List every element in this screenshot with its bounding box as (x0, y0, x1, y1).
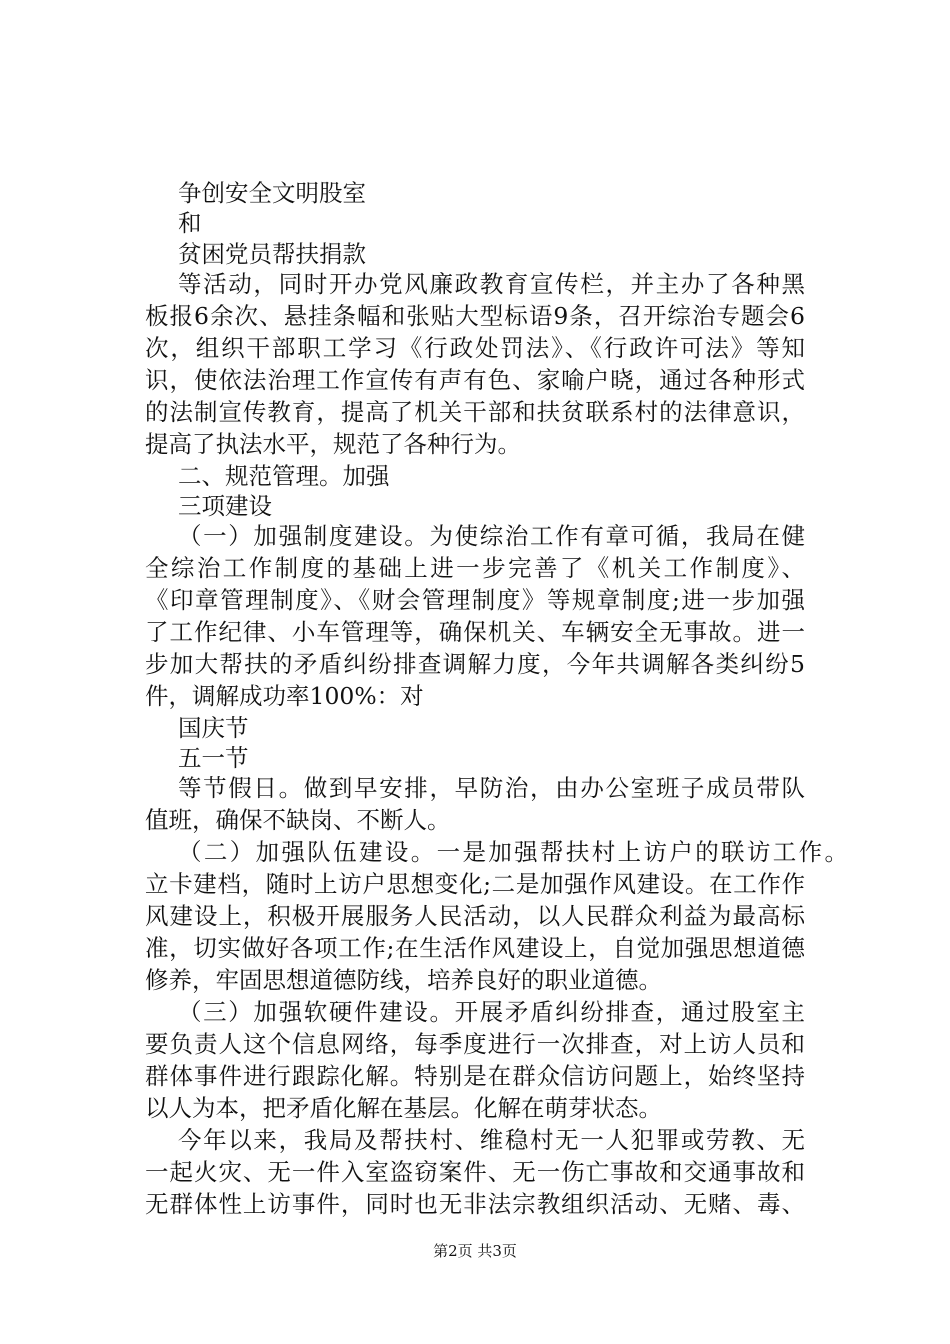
body-line: 和 (178, 209, 202, 237)
body-line: 准，切实做好各项工作;在生活作风建设上，自觉加强思想道德 (145, 934, 805, 962)
section-heading: 三项建设 (178, 492, 272, 520)
body-line: 群体事件进行跟踪化解。特别是在群众信访问题上，始终坚持 (145, 1062, 805, 1090)
body-line: 修养，牢固思想道德防线，培养良好的职业道德。 (145, 966, 662, 994)
body-line: 争创安全文明股室 (178, 179, 366, 207)
section-heading: 二、规范管理。加强 (178, 462, 390, 490)
body-line: 了工作纪律、小车管理等，确保机关、车辆安全无事故。进一 (145, 618, 805, 646)
body-line: 国庆节 (178, 714, 249, 742)
body-line: 贫困党员帮扶捐款 (178, 240, 366, 268)
body-line: （一）加强制度建设。为使综治工作有章可循，我局在健 (178, 522, 805, 550)
body-line: 全综治工作制度的基础上进一步完善了《机关工作制度》、 (145, 554, 805, 582)
body-line: 今年以来，我局及帮扶村、维稳村无一人犯罪或劳教、无 (178, 1126, 805, 1154)
body-line: 立卡建档，随时上访户思想变化;二是加强作风建设。在工作作 (145, 870, 805, 898)
body-line: 以人为本，把矛盾化解在基层。化解在萌芽状态。 (145, 1094, 662, 1122)
body-line: 板报6余次、悬挂条幅和张贴大型标语9条，召开综治专题会6 (145, 302, 805, 330)
body-line: 《印章管理制度》、《财会管理制度》等规章制度;进一步加强 (145, 586, 805, 614)
body-line: 要负责人这个信息网络，每季度进行一次排查，对上访人员和 (145, 1030, 805, 1058)
body-line: 识，使依法治理工作宣传有声有色、家喻户晓，通过各种形式 (145, 366, 805, 394)
body-line: （二）加强队伍建设。一是加强帮扶村上访户的联访工作。 (178, 838, 848, 866)
body-line: 步加大帮扶的矛盾纠纷排查调解力度，今年共调解各类纠纷5 (145, 650, 805, 678)
body-line: 一起火灾、无一件入室盗窃案件、无一伤亡事故和交通事故和 (145, 1158, 805, 1186)
body-line: 提高了执法水平，规范了各种行为。 (145, 430, 521, 458)
body-line: 的法制宣传教育，提高了机关干部和扶贫联系村的法律意识， (145, 398, 805, 426)
page-footer: 第2页 共3页 (433, 1242, 517, 1260)
body-line: 等活动，同时开办党风廉政教育宣传栏，并主办了各种黑 (178, 270, 805, 298)
body-line: 风建设上，积极开展服务人民活动，以人民群众利益为最高标 (145, 902, 805, 930)
body-line: 次，组织干部职工学习《行政处罚法》、《行政许可法》等知 (145, 334, 805, 362)
body-line: 五一节 (178, 744, 249, 772)
body-line: 件，调解成功率100%：对 (145, 682, 424, 710)
body-line: 值班，确保不缺岗、不断人。 (145, 806, 451, 834)
body-line: 无群体性上访事件，同时也无非法宗教组织活动、无赌、毒、 (145, 1190, 805, 1218)
body-line: （三）加强软硬件建设。开展矛盾纠纷排查，通过股室主 (178, 998, 805, 1026)
body-line: 等节假日。做到早安排，早防治，由办公室班子成员带队 (178, 774, 805, 802)
